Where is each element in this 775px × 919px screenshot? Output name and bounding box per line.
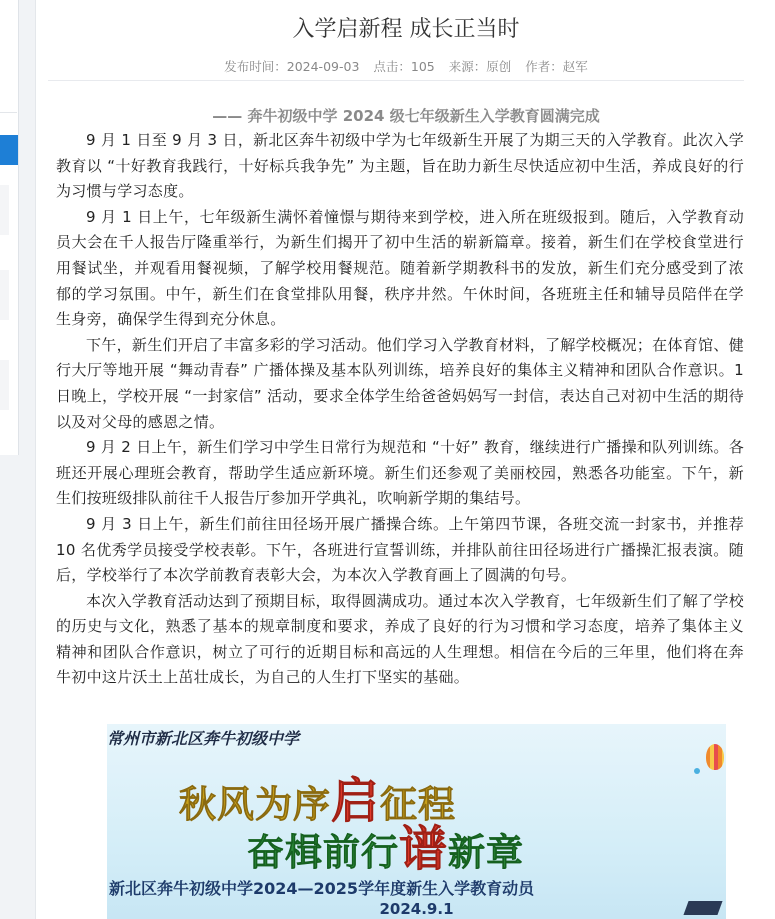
paragraph: 本次入学教育活动达到了预期目标，取得圆满成功。通过本次入学教育，七年级新生们了解了学校的历史与文化，熟悉了基本的规章制度和要求，养成了良好的行为习惯和学习态度，培养了集体主义精神和团队合作意识，树立了可行的近期目标和高远的人生理想。相信在今后的三年里，他们将在奔牛初中这片沃土上茁壮成长，为自己的人生打下坚实的基础。 xyxy=(56,591,744,687)
article-body xyxy=(56,128,744,691)
left-sidebar xyxy=(0,0,19,455)
paragraph: 9 月 2 日上午，新生们学习中学生日常行为规范和 “十好” 教育，继续进行广播操和队列训练。各班还开展心理班会教育，帮助学生适应新环境。新生们还参观了美丽校园，熟悉各功能室。下午，新生们按班级排队前往千人报告厅参加开学典礼，吹响新学期的集结号。 xyxy=(56,438,744,508)
article-author: 作者：赵军 xyxy=(525,59,588,74)
article-source: 来源：原创 xyxy=(448,59,512,74)
banner-date: 2024.9.1 xyxy=(379,900,454,918)
sidebar-tab[interactable] xyxy=(0,185,9,235)
banner-slogan-line2 xyxy=(247,810,524,879)
sidebar-tab[interactable] xyxy=(0,270,9,320)
graduation-cap-icon xyxy=(683,901,722,915)
article-subtitle: —— 奔牛初级中学 2024 级七年级新生入学教育圆满完成 xyxy=(212,107,600,125)
meta-divider xyxy=(48,80,744,81)
article-title: 入学启新程 成长正当时 xyxy=(292,17,520,42)
paragraph: 9 月 1 日上午，七年级新生满怀着憧憬与期待来到学校，进入所在班级报到。随后，入学教育动员大会在千人报告厅隆重举行，为新生们揭开了初中生活的崭新篇章。接着，新生们在学校食堂进行用餐试坐，并观看用餐视频，了解学校用餐规范。随着新学期教科书的发放，新生们充分感受到了浓郁的学习氛围。中午，新生们在食堂排队用餐，秩序井然。午休时间，各班班主任和辅导员陪伴在学生身旁，确保学生得到充分休息。 xyxy=(56,207,744,329)
banner-event-title: 新北区奔牛初级中学2024—2025学年度新生入学教育动员 xyxy=(109,879,535,898)
sidebar-active-tab[interactable] xyxy=(0,135,18,165)
decoration-dot-icon xyxy=(694,768,700,774)
banner-slogan-highlight: 启 xyxy=(331,773,381,829)
banner-slogan-text: 奋楫前行 xyxy=(247,831,399,874)
balloon-icon xyxy=(706,744,724,770)
banner-slogan-text: 新章 xyxy=(448,831,525,874)
sidebar-tab[interactable] xyxy=(0,360,9,410)
banner-school-name: 常州市新北区奔牛初级中学 xyxy=(107,729,300,748)
banner-slogan-text: 秋风为序 xyxy=(179,783,331,826)
publish-time: 发布时间：2024-09-03 xyxy=(224,59,360,74)
banner-slogan-text: 征程 xyxy=(380,783,457,826)
paragraph: 9 月 3 日上午，新生们前往田径场开展广播操合练。上午第四节课，各班交流一封家书，并推荐 10 名优秀学员接受学校表彰。下午，各班进行宣誓训练，并排队前往田径场进行广播操汇报表演。随后，学校举行了本次学前教育表彰大会，为本次入学教育画上了圆满的句号。 xyxy=(56,514,744,585)
paragraph: 9 月 1 日至 9 月 3 日，新北区奔牛初级中学为七年级新生开展了为期三天的入学教育。此次入学教育以 “十好教育我践行，十好标兵我争先” 为主题，旨在助力新生尽快适应初中生活，养成良好的行为习惯与学习态度。 xyxy=(56,131,744,201)
click-count: 点击：105 xyxy=(373,59,435,74)
paragraph: 下午，新生们开启了丰富多彩的学习活动。他们学习入学教育材料，了解学校概况；在体育馆、健行大厅等地开展 “舞动青春” 广播体操及基本队列训练，培养良好的集体主义精神和团队合作意识。1 日晚上，学校开展 “一封家信” 活动，要求全体学生给爸爸妈妈写一封信，表达自己对初中生活的期待以及对父母的感恩之情。 xyxy=(56,335,744,431)
banner-slogan-highlight: 谱 xyxy=(399,821,449,877)
article-banner-image xyxy=(107,724,726,919)
sidebar-top-panel xyxy=(0,0,17,113)
article-meta xyxy=(36,57,775,75)
